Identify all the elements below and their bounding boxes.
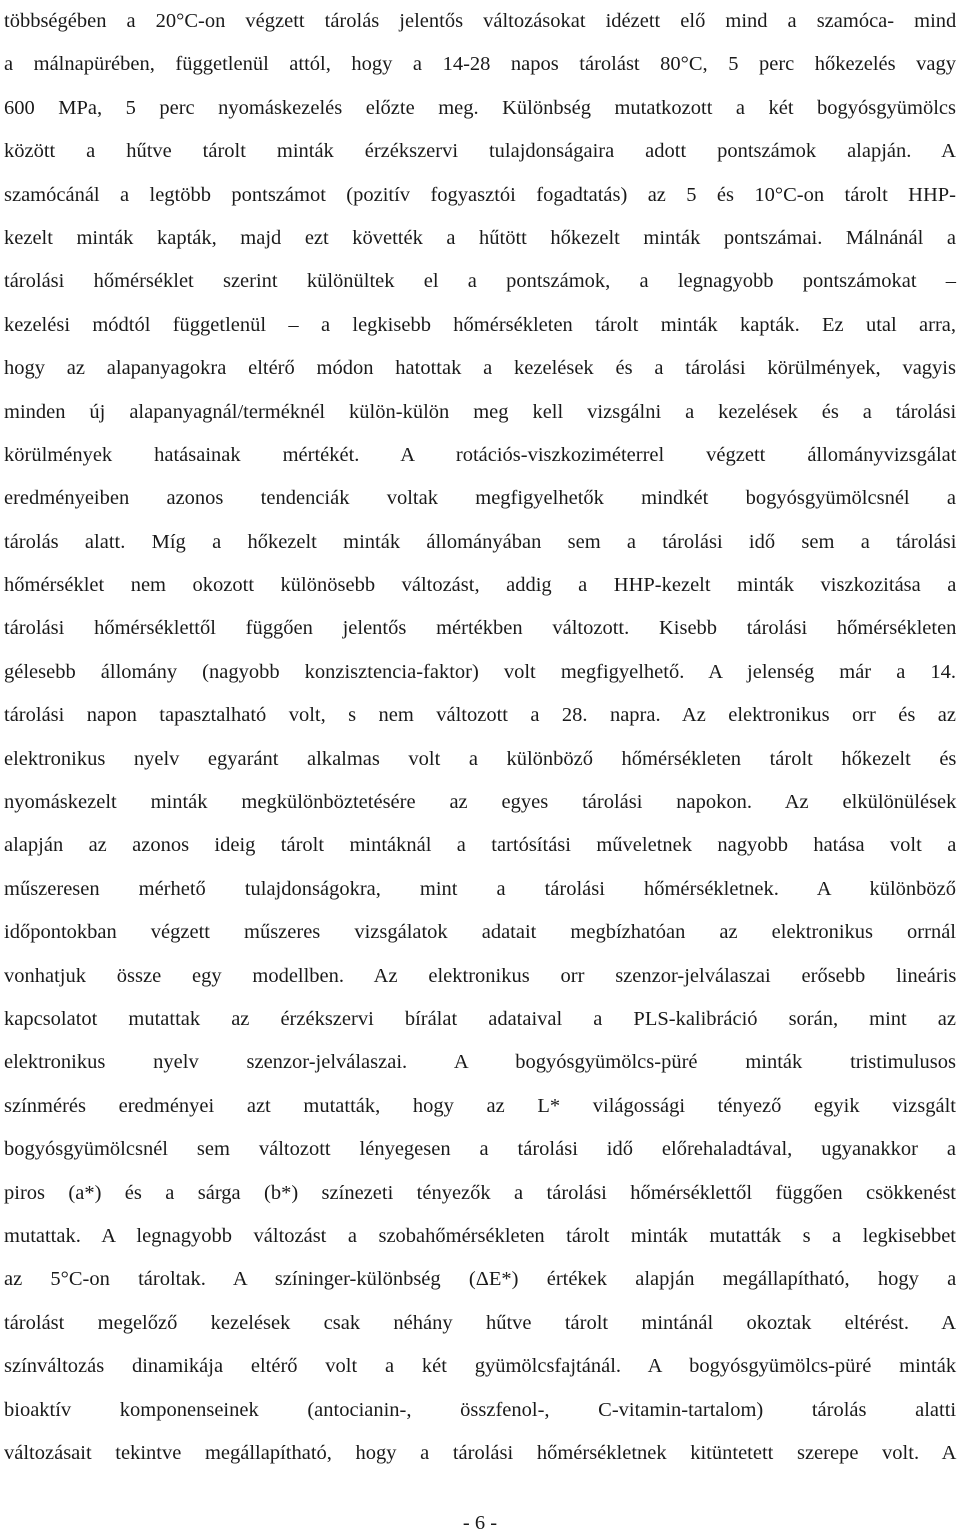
text-line: kezelési módtól függetlenül – a legkisebb hőmérsékleten tárolt minták kapták. Ez utal arra, <box>4 313 956 336</box>
text-line: elektronikus nyelv szenzor-jelválaszai. A bogyósgyümölcs-püré minták tristimulusos <box>4 1051 956 1074</box>
text-line: szamócánál a legtöbb pontszámot (pozitív fogyasztói fogadtatás) az 5 és 10°C-on tárolt HHP- <box>4 183 956 206</box>
text-line: tárolási hőmérséklettől függően jelentős mértékben változott. Kisebb tárolási hőmérsékleten <box>4 617 957 640</box>
text-line: bogyósgyümölcsnél sem változott lényegesen a tárolási idő előrehaladtával, ugyanakkor a <box>4 1138 956 1161</box>
page-number: - 6 - <box>462 1512 498 1534</box>
text-line: piros (a*) és a sárga (b*) színezeti tényezők a tárolási hőmérséklettől függően csökkenést <box>4 1181 956 1204</box>
text-line: eredményeiben azonos tendenciák voltak megfigyelhetők mindkét bogyósgyümölcsnél a <box>4 487 956 510</box>
text-line: színmérés eredményei azt mutatták, hogy az L* világossági tényező egyik vizsgált <box>4 1094 956 1117</box>
text-line: tárolási napon tapasztalható volt, s nem változott a 28. napra. Az elektronikus orr és az <box>4 704 956 727</box>
text-line: kezelt minták kapták, majd ezt követték a hűtött hőkezelt minták pontszámai. Málnánál a <box>4 226 956 249</box>
text-line: tárolás alatt. Míg a hőkezelt minták állományában sem a tárolási idő sem a tárolási <box>4 530 957 553</box>
text-line: változásait tekintve megállapítható, hogy a tárolási hőmérsékletnek kitüntetett szerepe volt. A <box>4 1441 957 1464</box>
text-line: bioaktív komponenseinek (antocianin-, összfenol-, C-vitamin-tartalom) tárolás alatti <box>4 1398 957 1421</box>
text-line: tárolási hőmérséklet szerint különültek el a pontszámok, a legnagyobb pontszámokat – <box>4 270 957 293</box>
text-line: elektronikus nyelv egyaránt alkalmas volt a különböző hőmérsékleten tárolt hőkezelt és <box>4 747 957 770</box>
body-text <box>4 0 956 1475</box>
text-line: tárolást megelőző kezelések csak néhány hűtve tárolt mintánál okoztak eltérést. A <box>4 1311 956 1334</box>
text-line: nyomáskezelt minták megkülönböztetésére az egyes tárolási napokon. Az elkülönülések <box>4 791 957 814</box>
text-line: minden új alapanyagnál/terméknél külön-külön meg kell vizsgálni a kezelések és a tárolási <box>4 400 957 423</box>
text-line: időpontokban végzett műszeres vizsgálatok adatait megbízhatóan az elektronikus orrnál <box>4 921 956 944</box>
text-line: mutattak. A legnagyobb változást a szobahőmérsékleten tárolt minták mutatták s a legkisebbet <box>4 1224 956 1247</box>
text-line: gélesebb állomány (nagyobb konzisztencia-faktor) volt megfigyelhető. A jelenség már a 14. <box>4 660 956 683</box>
text-line: színváltozás dinamikája eltérő volt a két gyümölcsfajtánál. A bogyósgyümölcs-püré minták <box>4 1355 957 1378</box>
text-line: a málnapürében, függetlenül attól, hogy a 14-28 napos tárolást 80°C, 5 perc hőkezelés vagy <box>4 53 956 76</box>
text-line: alapján az azonos ideig tárolt mintáknál a tartósítási műveletnek nagyobb hatása volt a <box>4 834 957 857</box>
text-line: vonhatjuk össze egy modellben. Az elektronikus orr szenzor-jelválaszai erősebb lineáris <box>4 964 957 987</box>
text-line: kapcsolatot mutattak az érzékszervi bírálat adataival a PLS-kalibráció során, mint az <box>4 1007 956 1030</box>
text-line: többségében a 20°C-on végzett tárolás jelentős változásokat idézett elő mind a szamóca- mind <box>4 10 957 32</box>
text-line: műszeresen mérhető tulajdonságokra, mint a tárolási hőmérsékletnek. A különböző <box>4 877 956 900</box>
text-line: között a hűtve tárolt minták érzékszervi tulajdonságaira adott pontszámok alapján. A <box>4 140 956 163</box>
text-line: hogy az alapanyagokra eltérő módon hatottak a kezelések és a tárolási körülmények, vagyis <box>4 357 956 380</box>
text-line: körülmények hatásainak mértékét. A rotációs-viszkoziméterrel végzett állományvizsgálat <box>4 443 957 466</box>
text-line: az 5°C-on tároltak. A színinger-különbség (ΔE*) értékek alapján megállapítható, hogy a <box>4 1268 957 1291</box>
text-line: hőmérséklet nem okozott különösebb változást, addig a HHP-kezelt minták viszkozitása a <box>4 574 957 597</box>
text-line: 600 MPa, 5 perc nyomáskezelés előzte meg. Különbség mutatkozott a két bogyósgyümölcs <box>4 96 956 119</box>
